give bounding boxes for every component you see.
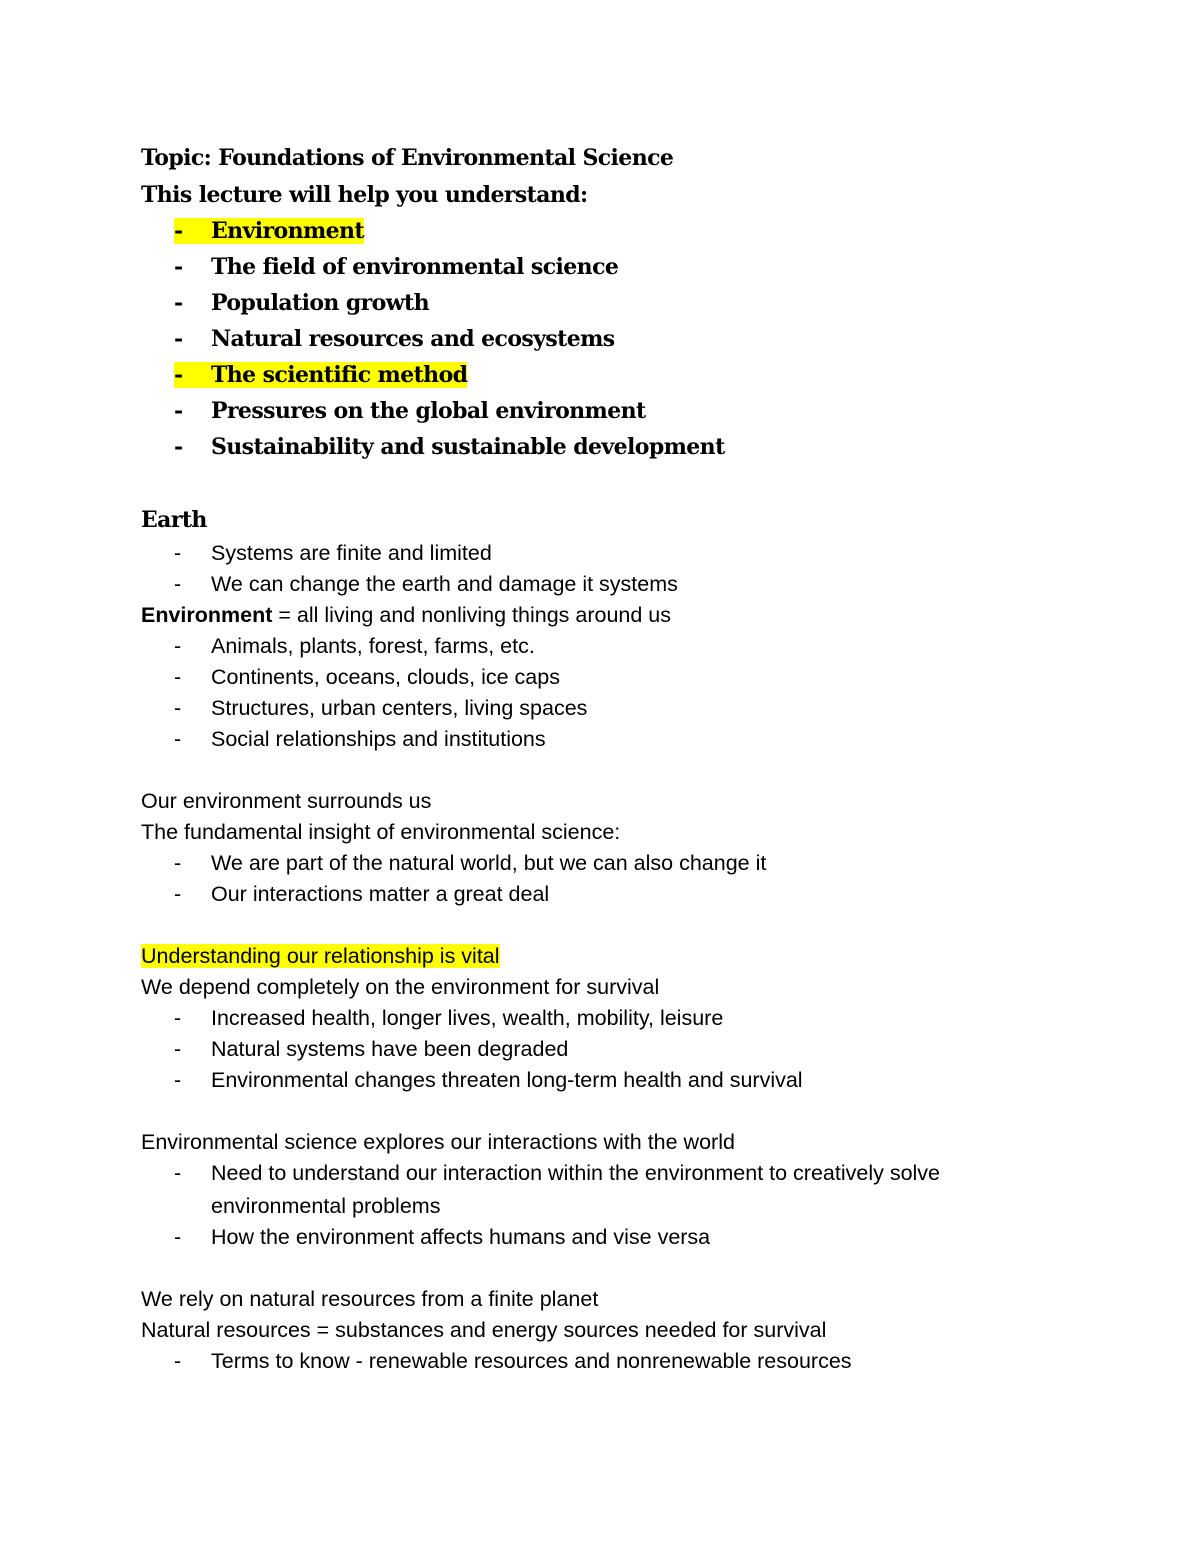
objective-item: - Natural resources and ecosystems: [174, 326, 615, 352]
list-item: - Environmental changes threaten long-term health and survival: [174, 1068, 803, 1092]
topic-title: Foundations of Environmental Science: [218, 145, 674, 171]
intro-line: This lecture will help you understand:: [141, 182, 588, 208]
list-item: - Structures, urban centers, living spaces: [174, 696, 588, 720]
environment-term: Environment: [141, 603, 273, 627]
list-item: - Need to understand our interaction within the environment to creatively solve: [174, 1161, 941, 1185]
paragraph-line: Natural resources = substances and energy sources needed for survival: [141, 1318, 827, 1342]
list-item: - Social relationships and institutions: [174, 727, 546, 751]
objective-item: - Population growth: [174, 290, 430, 316]
objective-item: - Pressures on the global environment: [174, 398, 646, 424]
list-item: - Our interactions matter a great deal: [174, 882, 550, 906]
objective-item: - The field of environmental science: [174, 254, 619, 280]
paragraph-line: Environmental science explores our interactions with the world: [141, 1130, 735, 1154]
list-item: - Natural systems have been degraded: [174, 1037, 569, 1061]
list-item: - Terms to know - renewable resources and nonrenewable resources: [174, 1349, 852, 1373]
paragraph-line: Our environment surrounds us: [141, 789, 432, 813]
paragraph-line: We depend completely on the environment for survival: [141, 975, 660, 999]
list-item: - How the environment affects humans and vise versa: [174, 1225, 711, 1249]
highlighted-heading: Understanding our relationship is vital: [141, 944, 500, 968]
list-item: - Continents, oceans, clouds, ice caps: [174, 665, 560, 689]
environment-definition: Environment = all living and nonliving things around us: [141, 603, 672, 627]
list-item: - Animals, plants, forest, farms, etc.: [174, 634, 535, 658]
list-item: - We can change the earth and damage it systems: [174, 572, 678, 596]
objective-item: - Sustainability and sustainable development: [174, 434, 725, 460]
paragraph-line: We rely on natural resources from a finite planet: [141, 1287, 599, 1311]
paragraph-line: The fundamental insight of environmental science:: [141, 820, 621, 844]
objective-item: - The scientific method: [174, 362, 468, 388]
topic-line: [141, 144, 673, 172]
list-item: - We are part of the natural world, but we can also change it: [174, 851, 767, 875]
list-item-continuation: environmental problems: [211, 1194, 441, 1218]
list-item: - Increased health, longer lives, wealth, mobility, leisure: [174, 1006, 724, 1030]
objective-item: - Environment: [174, 218, 364, 244]
topic-label: Topic:: [141, 145, 212, 171]
list-item: - Systems are finite and limited: [174, 541, 492, 565]
earth-heading: Earth: [141, 507, 207, 533]
